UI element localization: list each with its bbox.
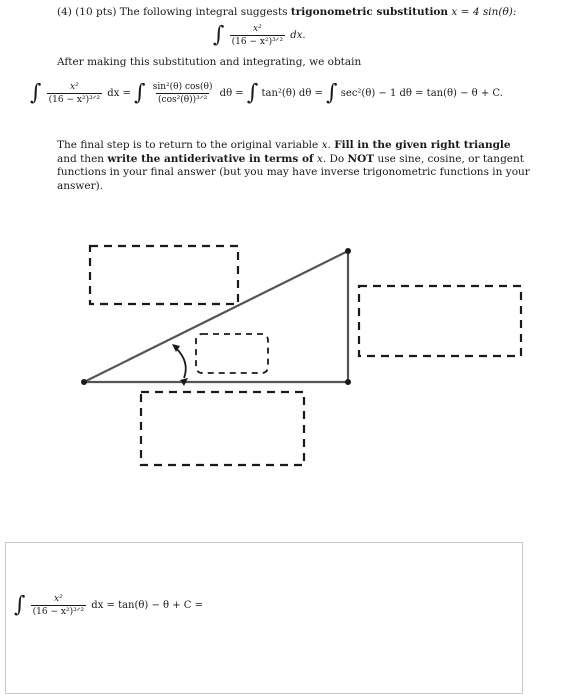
header-bold: trigonometric substitution — [290, 6, 449, 18]
chain-lhs-denominator: (16 − x²)³ᐟ² — [48, 95, 101, 105]
final-line3: functions in your final answer (but you may have inverse trigonometric functions in your — [57, 166, 530, 178]
hypotenuse-line — [84, 251, 348, 382]
vertex-top — [345, 248, 351, 254]
chain-lhs-dx: dx = — [107, 88, 131, 99]
answer-expression — [14, 594, 326, 617]
answer-input-field[interactable] — [206, 599, 326, 613]
chain-step1-denominator: (cos²(θ))³ᐟ² — [158, 95, 208, 105]
given-numerator: x² — [253, 24, 262, 34]
integral-sign: ∫ — [246, 80, 259, 106]
angle-arc — [176, 348, 186, 378]
final-line1-text: The final step is to return to the original variable — [57, 139, 319, 151]
answer-rhs: dx = tan(θ) − θ + C = — [91, 600, 204, 611]
final-line2-do: Do — [329, 152, 345, 165]
final-line2-var: x. — [316, 152, 327, 165]
chain-step1-numerator: sin²(θ) cos(θ) — [152, 82, 213, 92]
answer-fraction — [31, 594, 86, 617]
hypotenuse-input-box[interactable] — [90, 246, 238, 304]
chain-lhs-numerator: x² — [70, 82, 79, 92]
integral-sign: ∫ — [14, 592, 26, 618]
opposite-input-box[interactable] — [359, 286, 521, 356]
vertex-left — [81, 379, 87, 385]
chain-step3: sec²(θ) − 1 dθ = tan(θ) − θ + C. — [340, 88, 503, 99]
header-substitution: x = 4 sin(θ): — [451, 6, 517, 18]
final-line2-pre: and then — [57, 152, 105, 165]
final-line2-bold: write the antiderivative in terms of — [107, 152, 314, 165]
answer-denominator: (16 − x²)³ᐟ² — [32, 607, 85, 617]
final-line2-rest: use sine, cosine, or tangent — [377, 152, 524, 165]
chain-step2: tan²(θ) dθ = — [261, 88, 323, 99]
answer-numerator: x² — [54, 594, 63, 604]
angle-input-box[interactable] — [196, 334, 268, 373]
final-line2-not: NOT — [347, 152, 375, 165]
header-prefix: (4) (10 pts) The following integral suggests — [57, 6, 288, 18]
integral-sign: ∫ — [30, 80, 42, 106]
given-denominator: (16 − x²)³ᐟ² — [231, 37, 284, 47]
chain-step1-dtheta: dθ = — [219, 88, 244, 99]
answer-box — [5, 542, 523, 694]
after-text: After making this substitution and integrating, we obtain — [57, 56, 362, 68]
final-line1-var: x. — [321, 139, 331, 151]
vertex-right-angle — [345, 379, 351, 385]
integral-sign: ∫ — [134, 80, 146, 106]
given-dx: dx. — [290, 30, 306, 41]
integral-sign: ∫ — [326, 80, 338, 106]
integral-sign: ∫ — [213, 22, 225, 48]
final-line4: answer). — [57, 179, 104, 192]
final-line1-bold: Fill in the given right triangle — [334, 139, 511, 151]
adjacent-input-box[interactable] — [141, 392, 304, 465]
